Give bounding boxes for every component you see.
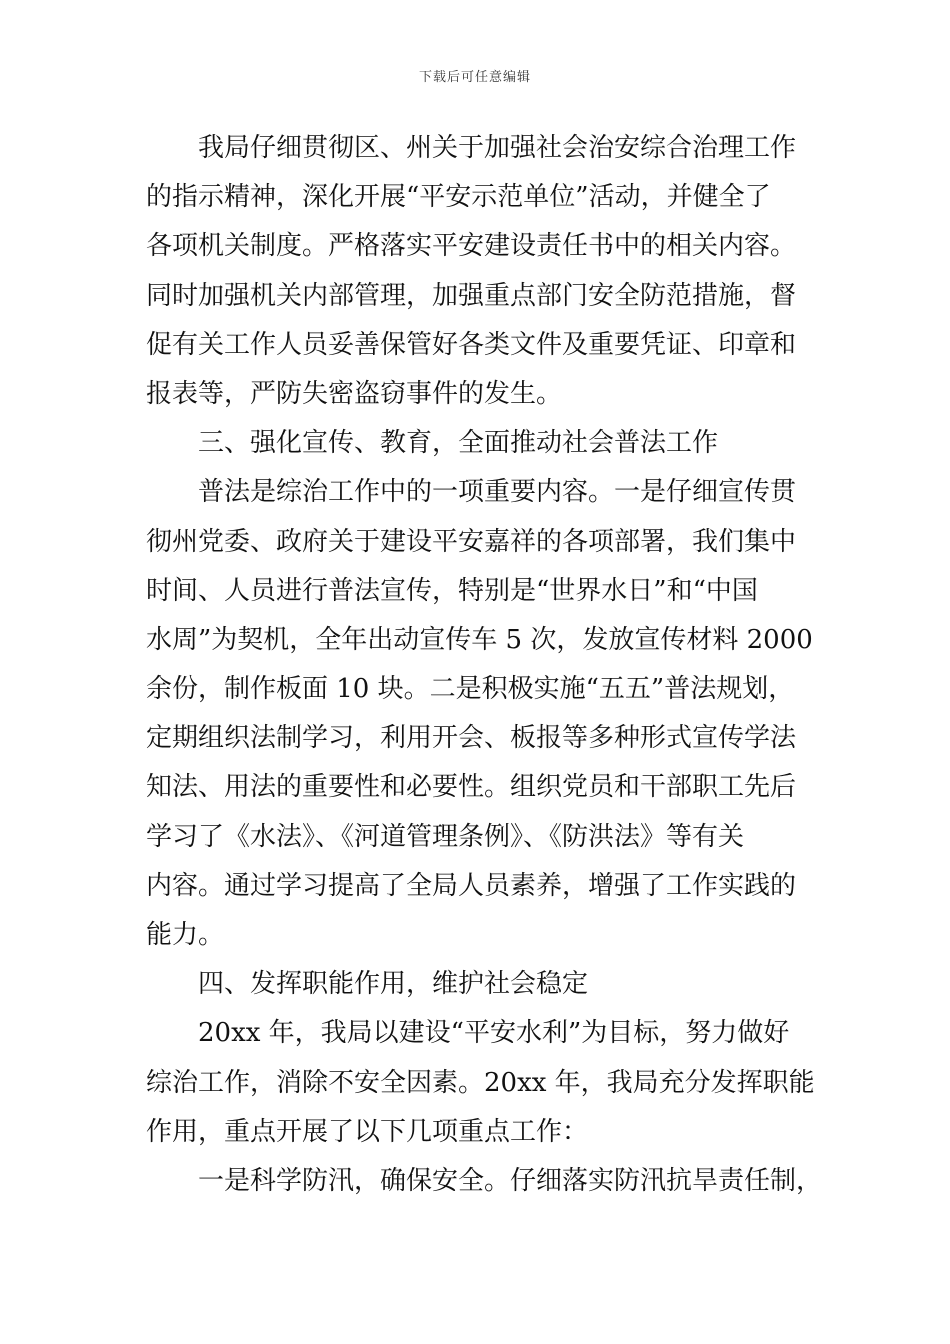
document-body xyxy=(146,124,823,1206)
paragraph-line: 时间、人员进行普法宣传，特别是“世界水日”和“中国 xyxy=(146,575,758,606)
paragraph-line: 能力。 xyxy=(146,920,225,950)
section-heading: 四、发挥职能作用，维护社会稳定 xyxy=(198,969,589,1000)
paragraph-line: 作用，重点开展了以下几项重点工作： xyxy=(146,1116,589,1147)
paragraph-line: 学习了《水法》、《河道管理条例》、《防洪法》等有关 xyxy=(146,821,745,852)
paragraph-line: 余份，制作板面 10 块。二是积极实施“五五”普法规划， xyxy=(146,674,795,705)
paragraph-line: 定期组织法制学习，利用开会、板报等多种形式宣传学法 xyxy=(146,723,797,754)
paragraph-line: 报表等，严防失密盗窃事件的发生。 xyxy=(146,378,563,409)
paragraph-line: 同时加强机关内部管理，加强重点部门安全防范措施，督 xyxy=(146,280,797,311)
paragraph-line: 水周”为契机，全年出动宣传车 5 次，发放宣传材料 2000 xyxy=(146,624,813,655)
paragraph-line: 一是科学防汛，确保安全。仔细落实防汛抗旱责任制， xyxy=(198,1165,823,1196)
paragraph-line: 促有关工作人员妥善保管好各类文件及重要凭证、印章和 xyxy=(146,329,797,360)
paragraph-line: 彻州党委、政府关于建设平安嘉祥的各项部署，我们集中 xyxy=(146,526,797,557)
paragraph-line: 的指示精神，深化开展“平安示范单位”活动，并健全了 xyxy=(146,182,771,213)
paragraph-line: 综治工作，消除不安全因素。20xx 年，我局充分发挥职能 xyxy=(146,1067,815,1098)
paragraph-line: 知法、用法的重要性和必要性。组织党员和干部职工先后 xyxy=(146,772,797,803)
paragraph-line: 我局仔细贯彻区、州关于加强社会治安综合治理工作 xyxy=(198,133,797,163)
section-heading: 三、强化宣传、教育，全面推动社会普法工作 xyxy=(198,428,719,459)
paragraph-line: 普法是综治工作中的一项重要内容。一是仔细宣传贯 xyxy=(198,477,797,508)
paragraph-line: 20xx 年，我局以建设“平安水利”为目标，努力做好 xyxy=(198,1018,790,1049)
paragraph-line: 各项机关制度。严格落实平安建设责任书中的相关内容。 xyxy=(146,231,797,262)
header-note: 下载后可任意编辑 xyxy=(418,70,531,85)
paragraph-line: 内容。通过学习提高了全局人员素养，增强了工作实践的 xyxy=(146,870,797,901)
